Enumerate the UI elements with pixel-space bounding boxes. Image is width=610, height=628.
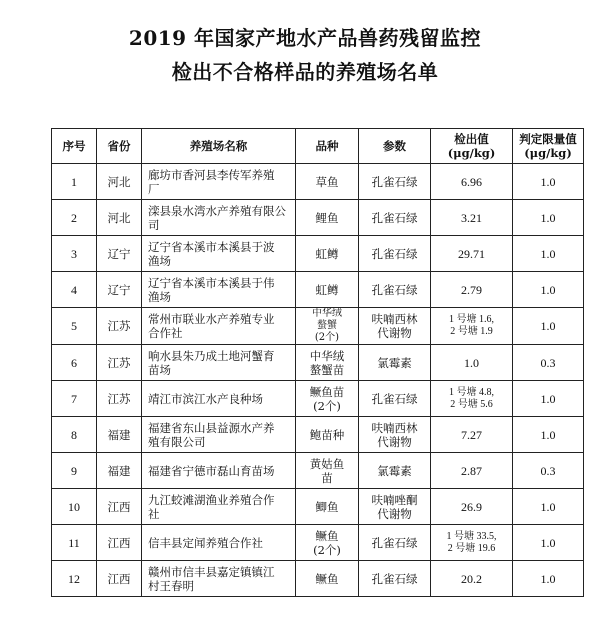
table-row: [52, 308, 584, 345]
cell-limit: 1.0: [513, 489, 584, 525]
cell-no: 1: [52, 164, 97, 200]
cell-province: 辽宁: [97, 236, 142, 272]
table-row: [52, 236, 584, 272]
cell-detect: 20.2: [431, 561, 513, 597]
cell-farm: 辽宁省本溪市本溪县于波 渔场: [142, 236, 296, 272]
cell-province: 辽宁: [97, 272, 142, 308]
cell-param: 孔雀石绿: [359, 164, 431, 200]
cell-detect: 29.71: [431, 236, 513, 272]
header-province: 省份: [97, 129, 142, 164]
cell-limit: 0.3: [513, 453, 584, 489]
page-title-line-1: 2019 年国家产地水产品兽药残留监控: [128, 26, 482, 50]
cell-farm: 福建省东山县益源水产养 殖有限公司: [142, 417, 296, 453]
cell-farm: 常州市联业水产养殖专业 合作社: [142, 308, 296, 345]
cell-detect: 1 号塘 33.5, 2 号塘 19.6: [431, 525, 513, 561]
cell-farm: 廊坊市香河县李传军养殖 厂: [142, 164, 296, 200]
cell-param: 孔雀石绿: [359, 272, 431, 308]
cell-limit: 1.0: [513, 417, 584, 453]
cell-farm: 福建省宁德市磊山育苗场: [142, 453, 296, 489]
cell-limit: 0.3: [513, 345, 584, 381]
cell-province: 江苏: [97, 308, 142, 345]
cell-species: 虹鳟: [296, 236, 359, 272]
cell-param: 呋喃西林 代谢物: [359, 417, 431, 453]
cell-detect: 1.0: [431, 345, 513, 381]
header-param: 参数: [359, 129, 431, 164]
cell-province: 江西: [97, 489, 142, 525]
cell-farm: 信丰县定闻养殖合作社: [142, 525, 296, 561]
table-row: [52, 489, 584, 525]
cell-param: 孔雀石绿: [359, 381, 431, 417]
cell-farm: 靖江市滨江水产良种场: [142, 381, 296, 417]
cell-species: 鲤鱼: [296, 200, 359, 236]
cell-no: 9: [52, 453, 97, 489]
cell-param: 氯霉素: [359, 345, 431, 381]
cell-farm: 赣州市信丰县嘉定镇镇江 村王春明: [142, 561, 296, 597]
header-detect: 检出值 (μg/kg): [431, 129, 513, 164]
cell-species: 鳜鱼 (2个): [296, 525, 359, 561]
cell-species: 中华绒 螯蟹苗: [296, 345, 359, 381]
cell-species: 鲫鱼: [296, 489, 359, 525]
table-row: [52, 417, 584, 453]
cell-no: 7: [52, 381, 97, 417]
cell-detect: 6.96: [431, 164, 513, 200]
cell-param: 孔雀石绿: [359, 561, 431, 597]
cell-limit: 1.0: [513, 308, 584, 345]
cell-param: 孔雀石绿: [359, 200, 431, 236]
cell-farm: 滦县泉水湾水产养殖有限公司: [142, 200, 296, 236]
table-row: [52, 272, 584, 308]
header-species: 品种: [296, 129, 359, 164]
cell-species: 鳜鱼: [296, 561, 359, 597]
cell-param: 呋喃唑酮 代谢物: [359, 489, 431, 525]
cell-limit: 1.0: [513, 381, 584, 417]
cell-limit: 1.0: [513, 200, 584, 236]
cell-param: 孔雀石绿: [359, 236, 431, 272]
cell-limit: 1.0: [513, 561, 584, 597]
cell-detect: 2.79: [431, 272, 513, 308]
cell-province: 江西: [97, 525, 142, 561]
table-row: [52, 561, 584, 597]
cell-limit: 1.0: [513, 164, 584, 200]
cell-no: 6: [52, 345, 97, 381]
cell-farm: 响水县朱乃成土地河蟹育 苗场: [142, 345, 296, 381]
cell-province: 江苏: [97, 381, 142, 417]
cell-province: 河北: [97, 200, 142, 236]
cell-no: 10: [52, 489, 97, 525]
cell-detect: 26.9: [431, 489, 513, 525]
cell-species: 中华绒 螯蟹 (2个): [296, 308, 359, 345]
cell-species: 鳜鱼苗 (2个): [296, 381, 359, 417]
cell-province: 福建: [97, 453, 142, 489]
cell-no: 12: [52, 561, 97, 597]
cell-no: 11: [52, 525, 97, 561]
cell-no: 8: [52, 417, 97, 453]
table-row: [52, 345, 584, 381]
cell-limit: 1.0: [513, 272, 584, 308]
cell-detect: 1 号塘 4.8, 2 号塘 5.6: [431, 381, 513, 417]
page-title-line-2: 检出不合格样品的养殖场名单: [171, 60, 439, 84]
table-header-row: [52, 129, 584, 164]
cell-detect: 7.27: [431, 417, 513, 453]
cell-province: 江苏: [97, 345, 142, 381]
cell-detect: 2.87: [431, 453, 513, 489]
cell-species: 草鱼: [296, 164, 359, 200]
cell-province: 福建: [97, 417, 142, 453]
table-row: [52, 525, 584, 561]
results-table: [51, 128, 584, 597]
cell-detect: 1 号塘 1.6, 2 号塘 1.9: [431, 308, 513, 345]
cell-species: 虹鳟: [296, 272, 359, 308]
cell-limit: 1.0: [513, 236, 584, 272]
cell-province: 河北: [97, 164, 142, 200]
table-row: [52, 200, 584, 236]
header-limit: 判定限量值 (μg/kg): [513, 129, 584, 164]
cell-param: 氯霉素: [359, 453, 431, 489]
cell-species: 鲍苗种: [296, 417, 359, 453]
cell-no: 2: [52, 200, 97, 236]
cell-detect: 3.21: [431, 200, 513, 236]
header-farm: 养殖场名称: [142, 129, 296, 164]
cell-farm: 辽宁省本溪市本溪县于伟 渔场: [142, 272, 296, 308]
cell-no: 3: [52, 236, 97, 272]
cell-no: 5: [52, 308, 97, 345]
table-row: [52, 453, 584, 489]
cell-limit: 1.0: [513, 525, 584, 561]
cell-param: 孔雀石绿: [359, 525, 431, 561]
cell-no: 4: [52, 272, 97, 308]
table-row: [52, 164, 584, 200]
cell-species: 黄姑鱼 苗: [296, 453, 359, 489]
cell-province: 江西: [97, 561, 142, 597]
cell-param: 呋喃西林 代谢物: [359, 308, 431, 345]
cell-farm: 九江蛟滩湖渔业养殖合作 社: [142, 489, 296, 525]
table-row: [52, 381, 584, 417]
header-no: 序号: [52, 129, 97, 164]
